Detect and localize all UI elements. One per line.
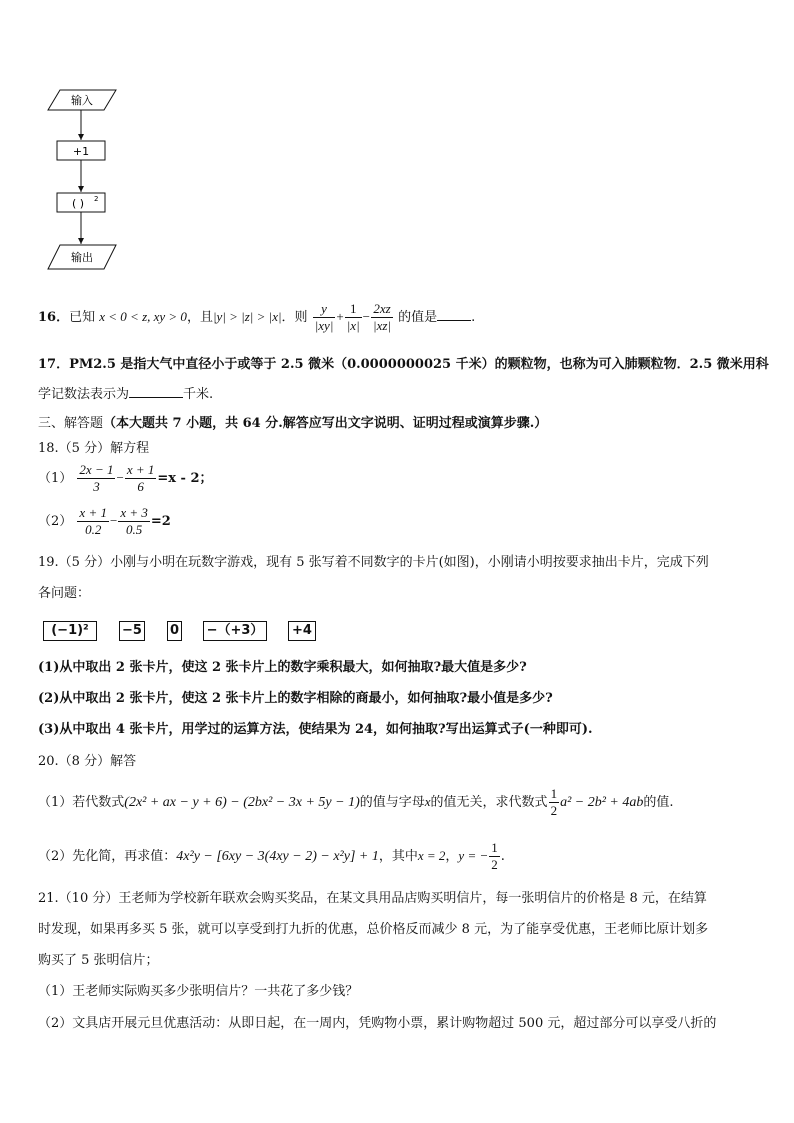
q17-answer-blank xyxy=(129,397,183,398)
q18-p1-fraction-2: $\frac{x + 1}{6}$ xyxy=(126,462,155,494)
q16-text-b: ，且 xyxy=(186,310,213,325)
q21-line-1: 21.（10 分）王老师为学校新年联欢会购买奖品，在某文具用品店购买明信片，每一张明信片的价格是 8 元，在结算 xyxy=(38,891,707,906)
q20-p2-x-value: x = 2 xyxy=(417,848,446,863)
question-16: 16．已知 x < 0 < z, xy > 0，且|y| > |z| > |x|．则 $\frac{y}{|xy|}$ + $\frac{1}{|x|}$ − $\frac{2xz}{|xz|}$ 的值是 . xyxy=(38,301,476,333)
q21-line-2: 时发现，如果再多买 5 张，就可以享受到打九折的优惠，总价格反而减少 8 元，为了能享受优惠，王老师比原计划多 xyxy=(38,922,709,937)
section-3-note: （本大题共 7 小题，共 64 分.解答应写出文字说明、证明过程或演算步骤.） xyxy=(103,416,548,431)
q20-p1-expression-2: a² − 2b² + 4ab xyxy=(560,795,644,810)
q20-p2-y-value: y = − xyxy=(458,848,489,863)
q17-text-b: 千米. xyxy=(183,387,214,402)
q18-p1-label: （1） xyxy=(38,471,73,486)
q16-fraction-2: $\frac{1}{|x|}$ xyxy=(346,301,360,333)
card-3: 0 xyxy=(167,621,182,641)
q18-p1-rhs: =x - 2； xyxy=(157,471,213,486)
q20-p2-text-a: （2）先化简，再求值： xyxy=(38,849,177,864)
q20-p1-variable: x xyxy=(424,794,431,809)
q19-line-2: 各问题： xyxy=(38,586,91,601)
q16-answer-blank xyxy=(437,320,471,321)
q20-p1-text-b: 的值与字母 xyxy=(359,795,425,810)
q20-p1-expression: (2x² + ax − y + 6) − (2bx² − 3x + 5y − 1) xyxy=(124,795,360,810)
q20-p2-fraction: $\frac{1}{2}$ xyxy=(491,840,498,872)
q20-p2-end: . xyxy=(500,849,505,864)
q19-line-1: 19.（5 分）小刚与小明在玩数字游戏，现有 5 张写着不同数字的卡片(如图)，小刚请小明按要求抽出卡片，完成下列 xyxy=(38,555,709,570)
q18-p2-fraction-2: $\frac{x + 3}{0.5}$ xyxy=(120,505,148,537)
q19-sub-3: (3)从中取出 4 张卡片，用学过的运算方法，使结果为 24，如何抽取?写出运算式子(一种即可). xyxy=(38,722,593,737)
q18-part-2: （2） $\frac{x + 1}{0.2}$ − $\frac{x + 3}{0.5}$ =2 xyxy=(38,505,171,537)
q17-line-1: 17．PM2.5 是指大气中直径小于或等于 2.5 微米（0.0000000025 千米）的颗粒物，也称为可入肺颗粒物．2.5 微米用科 xyxy=(38,357,769,372)
q18-part-1: （1） $\frac{2x - 1}{3}$ − $\frac{x + 1}{6}$ =x - 2； xyxy=(38,462,213,494)
q19-sub-1: (1)从中取出 2 张卡片，使这 2 张卡片上的数字乘积最大，如何抽取?最大值是多少? xyxy=(38,660,527,675)
q18-p2-rhs: =2 xyxy=(150,514,171,529)
q16-condition-2: |y| > |z| > |x| xyxy=(212,309,282,324)
output-label: 输出 xyxy=(71,251,93,264)
q20-p1-text-a: （1）若代数式 xyxy=(38,795,125,810)
q20-p1-text-d: 的值. xyxy=(643,795,674,810)
q20-p2-separator: ， xyxy=(445,849,459,864)
q18-p2-fraction-1: $\frac{x + 1}{0.2}$ xyxy=(79,505,107,537)
q21-sub-1: （1）王老师实际购买多少张明信片？一共花了多少钱？ xyxy=(38,984,359,999)
q20-p2-expression: 4x²y − [6xy − 3(4xy − 2) − x²y] + 1 xyxy=(176,849,379,864)
q16-fraction-1: $\frac{y}{|xy|}$ xyxy=(314,301,334,333)
q20-part-1 xyxy=(38,786,674,819)
plus-one-label: +1 xyxy=(72,145,90,158)
card-5: +4 xyxy=(288,621,316,641)
q20-p1-text-c: 的值无关，求代数式 xyxy=(430,795,548,810)
q16-condition-1: x < 0 < z, xy > 0 xyxy=(99,309,187,324)
q20-p1-fraction: $\frac{1}{2}$ xyxy=(550,786,558,818)
q18-p2-label: （2） xyxy=(38,514,73,529)
input-label: 输入 xyxy=(71,94,93,107)
q20-title: 20.（8 分）解答 xyxy=(38,754,137,769)
q16-text-a: 已知 xyxy=(69,310,96,325)
square-exponent: 2 xyxy=(94,195,99,203)
q16-fraction-3: $\frac{2xz}{|xz|}$ xyxy=(373,301,391,333)
q18-title: 18.（5 分）解方程 xyxy=(38,441,150,456)
card-2: −5 xyxy=(119,621,145,641)
q17-line-2 xyxy=(38,383,213,402)
q19-sub-2: (2)从中取出 2 张卡片，使这 2 张卡片上的数字相除的商最小，如何抽取?最小值是多少? xyxy=(38,691,553,706)
section-3-header xyxy=(38,412,547,431)
square-label: ( ) xyxy=(71,197,85,210)
card-4: −（+3） xyxy=(203,621,267,641)
q21-sub-2: （2）文具店开展元旦优惠活动：从即日起，在一周内，凭购物小票，累计购物超过 500 元，超过部分可以享受八折的 xyxy=(38,1016,717,1031)
q21-line-3: 购买了 5 张明信片； xyxy=(38,953,159,968)
section-3-title: 三、解答题 xyxy=(38,416,104,431)
q16-text-c: ．则 xyxy=(281,310,308,325)
q17-text-a: 学记数法表示为 xyxy=(38,387,130,402)
flowchart xyxy=(40,80,130,280)
q18-p1-fraction-1: $\frac{2x - 1}{3}$ xyxy=(79,462,114,494)
q20-p2-text-b: ，其中 xyxy=(378,849,418,864)
q16-number: 16． xyxy=(38,310,70,325)
q20-part-2 xyxy=(38,840,505,873)
card-1: (−1)² xyxy=(43,621,97,641)
q16-text-d: 的值是 xyxy=(398,310,438,325)
